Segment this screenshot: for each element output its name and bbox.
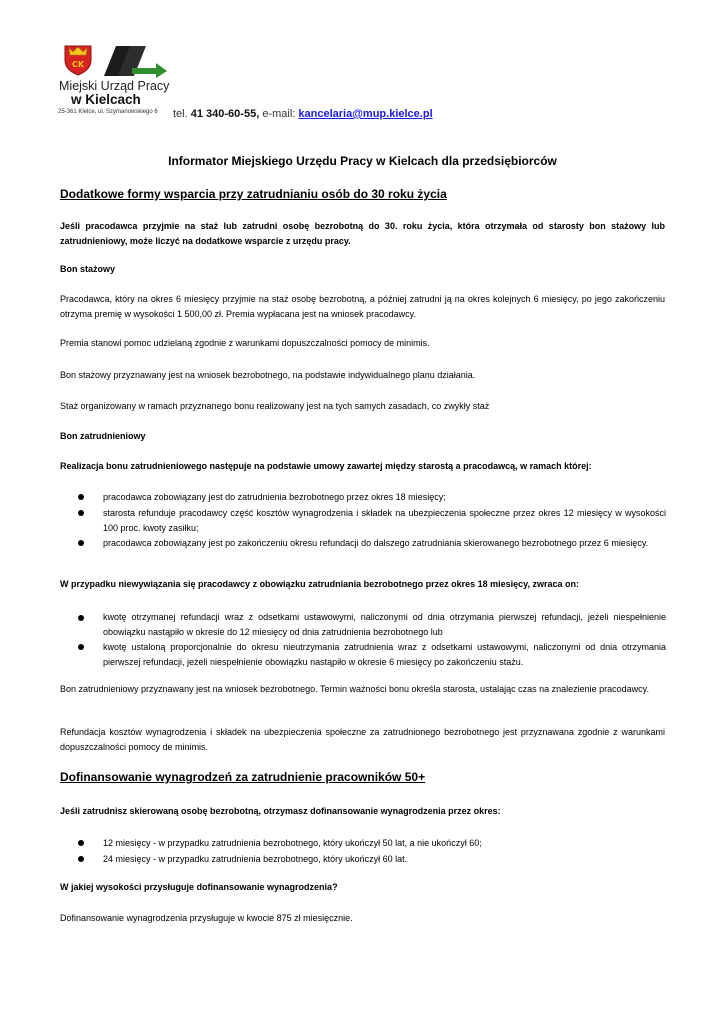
bon-zatrudnieniowy-after1: Bon zatrudnieniowy przyznawany jest na wniosek bezrobotnego. Termin ważności bonu określa starosta, ustalając czas na znalezienie pracodawcy. [60,684,649,694]
email-label: e-mail: [262,108,296,120]
bullet-icon [78,856,84,862]
contact-line [173,108,433,120]
bullet-icon [78,494,84,500]
bon-zatrudnieniowy-label: Bon zatrudnieniowy [60,431,146,441]
bon-stazowy-p4: Staż organizowany w ramach przyznanego bonu realizowany jest na tych samych zasadach, co zwykły staż [60,401,490,411]
list-item: kwotę otrzymanej refundacji wraz z odsetkami ustawowymi, naliczonymi od dnia otrzymania pierwszej refundacji, jeżeli niespełnienie obowiązku nastąpiło w okresie do 12 miesięcy od dnia zatrudnienia bezrobotnego lub [103,612,666,637]
bon-stazowy-p1: Pracodawca, który na okres 6 miesięcy przyjmie na staż osobę bezrobotną, a później zatrudni ją na okres kolejnych 6 miesięcy, po jego zakończeniu otrzyma premię w wysokości 1 500,00 zł. Premia wypłacana jest na wniosek pracodawcy. [60,294,665,319]
list-item: kwotę ustaloną proporcjonalnie do okresu nieutrzymania zatrudnienia wraz z odsetkami ustawowymi, naliczonymi od dnia otrzymania pierwszej refundacji, jeżeli niespełnienie obowiązku nastąpiło w okresie 6 miesięcy po zakończeniu stażu. [103,642,666,667]
section1-heading: Dodatkowe formy wsparcia przy zatrudnianiu osób do 30 roku życia [60,187,447,201]
bullet-icon [78,510,84,516]
logo-name-line1: Miejski Urząd Pracy [59,79,170,93]
tel-number: 41 340-60-55, [190,108,260,120]
bon-zatrudnieniowy-condition: W przypadku niewywiązania się pracodawcy z obowiązku zatrudniania bezrobotnego przez okres 18 miesięcy, zwraca on: [60,579,579,589]
tel-label: tel. [173,108,188,120]
section2-answer: Dofinansowanie wynagrodzenia przysługuje w kwocie 875 zł miesięcznie. [60,913,353,923]
list-item: 12 miesięcy - w przypadku zatrudnienia bezrobotnego, który ukończył 50 lat, a nie ukończył 60; [103,838,482,848]
section2-heading: Dofinansowanie wynagrodzeń za zatrudnienie pracowników 50+ [60,770,426,784]
mup-logo [57,42,171,118]
document-title: Informator Miejskiego Urzędu Pracy w Kielcach dla przedsiębiorców [168,154,557,168]
kielce-crest-icon [59,44,97,76]
email-link[interactable]: kancelaria@mup.kielce.pl [298,108,433,120]
bon-stazowy-label: Bon stażowy [60,264,116,274]
bon-zatrudnieniowy-after2: Refundacja kosztów wynagrodzenia i składek na ubezpieczenia społeczne za zatrudnionego bezrobotnego jest przyznawana zgodnie z warunkami dopuszczalności pomocy de minimis. [60,727,665,752]
bon-stazowy-p2: Premia stanowi pomoc udzielaną zgodnie z warunkami dopuszczalności pomocy de minimis. [60,338,430,348]
bullet-icon [78,615,84,621]
logo-address: 25-361 Kielce, ul. Szymanowskiego 6 [58,109,158,115]
list-item: pracodawca zobowiązany jest po zakończeniu okresu refundacji do dalszego zatrudniania skierowanego bezrobotnego przez 6 miesięcy. [103,538,649,548]
list-item: 24 miesięcy - w przypadku zatrudnienia bezrobotnego, który ukończył 60 lat. [103,854,408,864]
section2-question: W jakiej wysokości przysługuje dofinansowanie wynagrodzenia? [60,882,338,892]
bon-zatrudnieniowy-intro: Realizacja bonu zatrudnieniowego następuje na podstawie umowy zawartej między starostą a pracodawcą, w ramach której: [60,461,592,471]
bon-stazowy-p3: Bon stażowy przyznawany jest na wniosek bezrobotnego, na podstawie indywidualnego planu działania. [60,370,476,380]
list-item: pracodawca zobowiązany jest do zatrudnienia bezrobotnego przez okres 18 miesięcy; [103,492,446,502]
crest-text: CK [71,60,85,69]
bullet-icon [78,840,84,846]
logo-name-line2: w Kielcach [71,92,141,107]
list-item: starosta refunduje pracodawcy część kosztów wynagrodzenia i składek na ubezpieczenia społeczne przez okres 12 miesięcy w wysokości 100 proc. kwoty zasiłku; [103,508,666,533]
bullet-icon [78,644,84,650]
logo-arrows-icon [102,42,168,78]
section2-intro: Jeśli zatrudnisz skierowaną osobę bezrobotną, otrzymasz dofinansowanie wynagrodzenia przez okres: [60,806,501,816]
section1-intro: Jeśli pracodawca przyjmie na staż lub zatrudni osobę bezrobotną do 30. roku życia, która otrzymała od starosty bon stażowy lub zatrudnieniowy, może liczyć na dodatkowe wsparcie z urzędu pracy. [60,221,665,246]
bullet-icon [78,540,84,546]
